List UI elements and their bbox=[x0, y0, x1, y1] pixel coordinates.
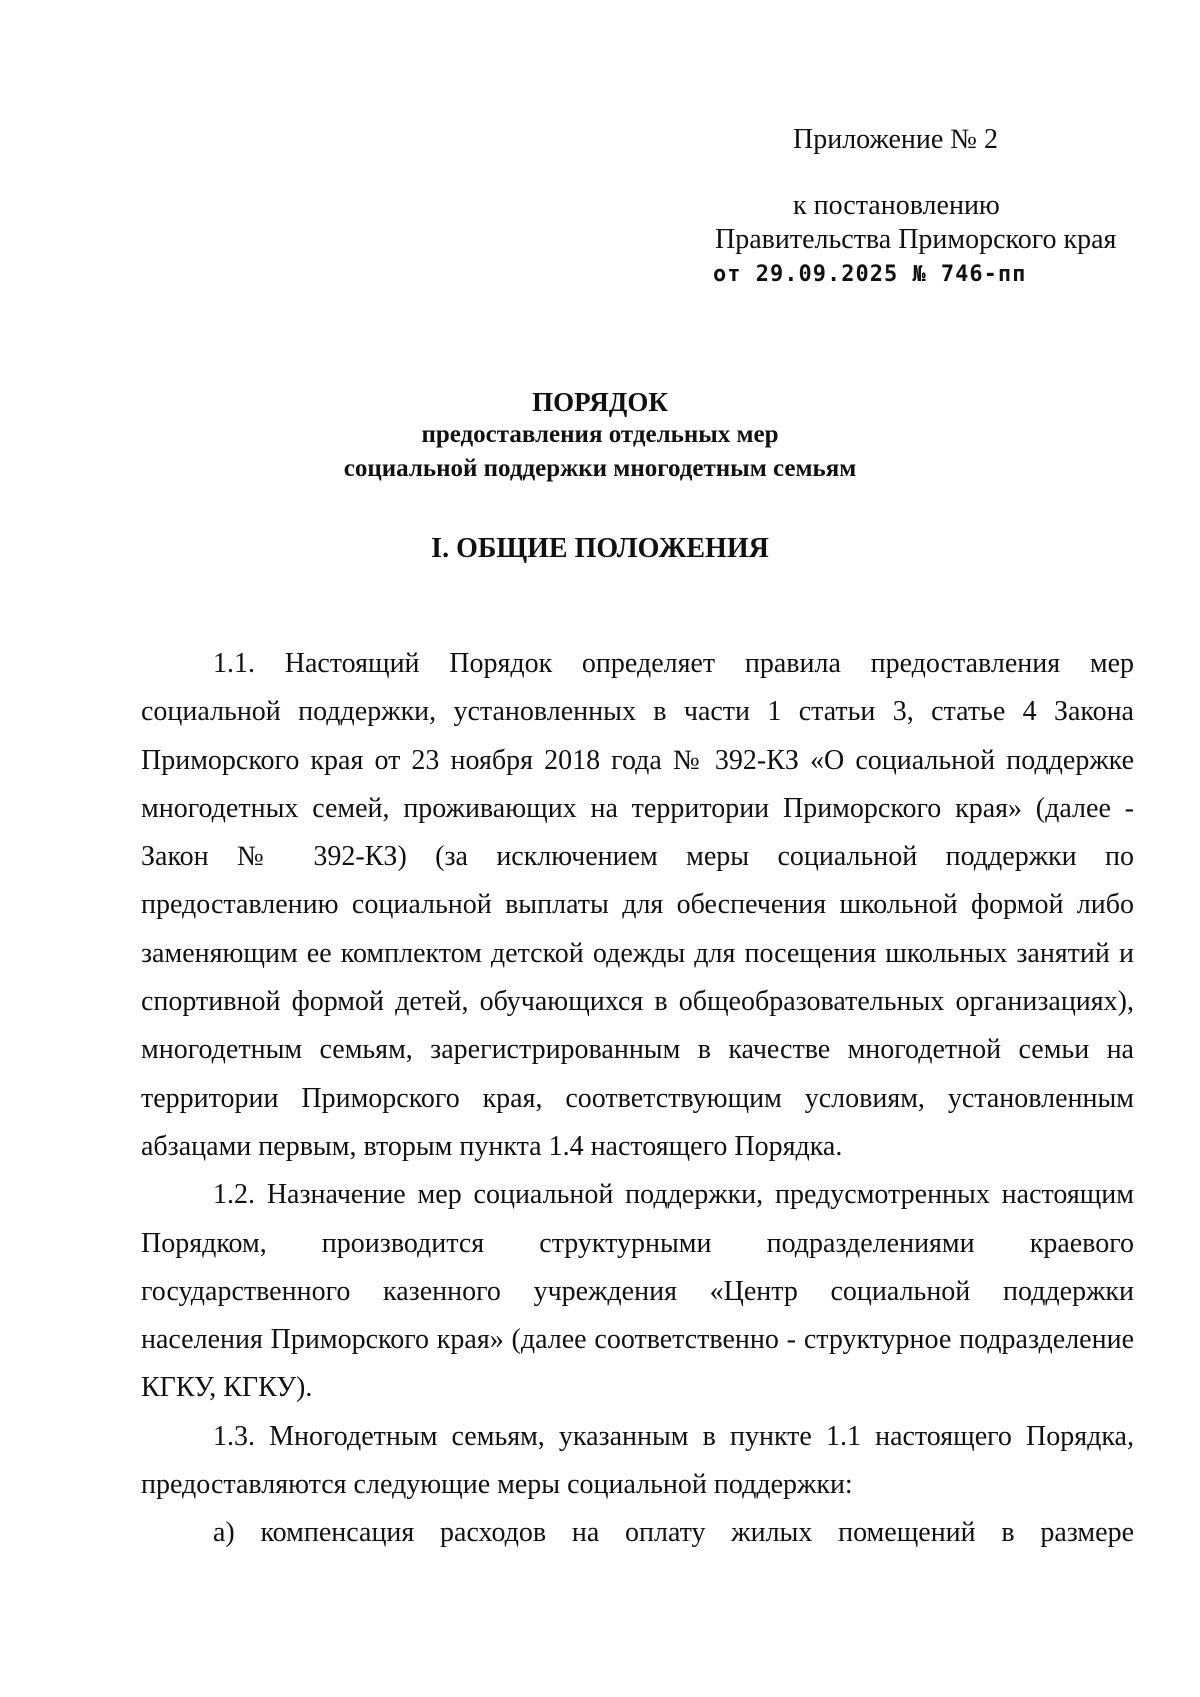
paragraph-1-1: 1.1. Настоящий Порядок определяет правила предоставления мер социальной поддержки, установленных в части 1 статьи 3, статье 4 Закона Приморского края от 23 ноября 2018 года № 392-КЗ «О социальной поддержке многодетных семей, проживающих на территории Приморского края» (далее - Закон № 392-КЗ) (за исключением меры социальной поддержки по предоставлению социальной выплаты для обеспечения школьной формой либо заменяющим ее комплектом детской одежды для посещения школьных занятий и спортивной формой детей, обучающихся в общеобразовательных организациях), многодетным семьям, зарегистрированным в качестве многодетной семьи на территории Приморского края, соответствующим условиям, установленным абзацами первым, вторым пункта 1.4 настоящего Порядка. bbox=[141, 648, 1134, 1162]
paragraph-1-3: 1.3. Многодетным семьям, указанным в пункте 1.1 настоящего Порядка, предоставляются следующие меры социальной поддержки: bbox=[141, 1420, 1134, 1501]
appendix-authority: Правительства Приморского края bbox=[715, 224, 1117, 255]
paragraph-1-3-a: а) компенсация расходов на оплату жилых помещений в размере bbox=[213, 1517, 1134, 1549]
paragraph-1-2: 1.2. Назначение мер социальной поддержки, предусмотренных настоящим Порядком, производится структурными подразделениями краевого государственного казенного учреждения «Центр социальной поддержки населения Приморского края» (далее соответственно - структурное подразделение КГКУ, КГКУ). bbox=[141, 1179, 1134, 1404]
appendix-number: Приложение № 2 bbox=[793, 124, 998, 155]
document-title: ПОРЯДОК bbox=[532, 387, 668, 417]
document-body bbox=[141, 640, 1134, 1558]
document-subtitle-line-2: социальной поддержки многодетным семьям bbox=[343, 455, 857, 482]
document-subtitle-line-1: предоставления отдельных мер bbox=[421, 421, 779, 448]
appendix-date-number: от 29.09.2025 № 746-пп bbox=[713, 262, 1027, 287]
section-heading: I. ОБЩИЕ ПОЛОЖЕНИЯ bbox=[431, 533, 769, 564]
appendix-reference: к постановлению bbox=[793, 190, 1000, 221]
